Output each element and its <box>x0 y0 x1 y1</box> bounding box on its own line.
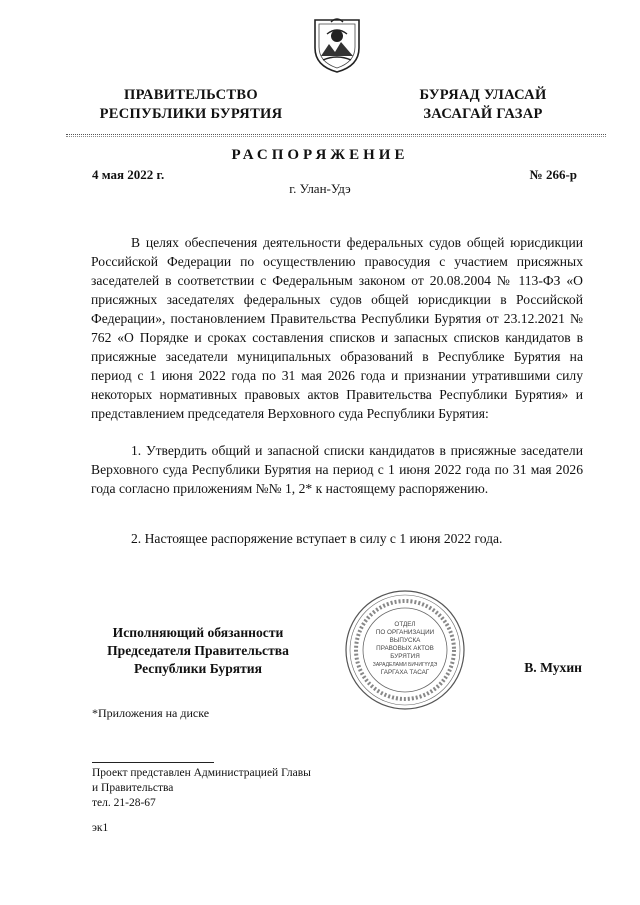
government-name-buryat <box>404 86 562 124</box>
stamp-line-2: ПО ОРГАНИЗАЦИИ <box>375 629 435 636</box>
attachments-footnote: *Приложения на диске <box>92 706 210 720</box>
footer-line2: и Правительства <box>92 782 174 794</box>
item-2-paragraph: 2. Настоящее распоряжение вступает в силу с 1 июня 2022 года. <box>131 531 503 546</box>
signatory-name: В. Мухин <box>524 660 582 675</box>
item-1-paragraph: 1. Утвердить общий и запасной списки кандидатов в присяжные заседатели Верховного суда Республики Бурятия на период с 1 июня 2022 года по 31 мая 2026 года согласно приложениям №№ 1, 2* к настоящему распоряжению. <box>91 443 583 496</box>
official-seal-stamp <box>343 588 467 712</box>
footer-info <box>92 766 311 811</box>
republic-coat-of-arms-icon <box>309 14 365 74</box>
footer-phone: тел. 21-28-67 <box>92 797 156 809</box>
stamp-line-7: ГАРГАХА ТАСАГ <box>380 669 430 676</box>
stamp-line-1: ОТДЕЛ <box>394 621 416 628</box>
header-right-line2: ЗАСАГАЙ ГАЗАР <box>423 106 543 122</box>
signatory-title <box>86 624 310 678</box>
document-city: г. Улан-Удэ <box>289 181 351 196</box>
header-left-line1: ПРАВИТЕЛЬСТВО <box>124 87 258 103</box>
header-right-line1: БУРЯАД УЛАСАЙ <box>419 87 547 103</box>
stamp-line-4: ПРАВОВЫХ АКТОВ <box>376 645 434 652</box>
signatory-title-line3: Республики Бурятия <box>133 661 262 676</box>
header-divider <box>66 134 606 135</box>
document-number: № 266-р <box>529 167 577 182</box>
document-code: эк1 <box>92 822 109 834</box>
footer-divider <box>92 762 214 763</box>
government-name-russian <box>86 86 296 124</box>
signatory-title-line2: Председателя Правительства <box>107 643 289 658</box>
footer-line1: Проект представлен Администрацией Главы <box>92 767 311 779</box>
header-divider-secondary <box>66 136 606 137</box>
signatory-title-line1: Исполняющий обязанности <box>112 625 284 640</box>
stamp-line-3: ВЫПУСКА <box>389 637 421 644</box>
document-date: 4 мая 2022 г. <box>92 167 165 182</box>
preamble-paragraph: В целях обеспечения деятельности федеральных судов общей юрисдикции Российской Федерации по осуществлению правосудия с участием присяжных заседателей в соответствии с Федеральным законом от 20.08.2004 № 113-ФЗ «О присяжных заседателях федеральных судов общей юрисдикции в Российской Федерации», постановлением Правительства Республики Бурятия от 23.12.2021 № 762 «О Порядке и сроках составления списков и запасных списков кандидатов в присяжные заседатели муниципальных образований в Республике Бурятия на период с 1 июня 2022 года по 31 мая 2026 года и признании утратившими силу некоторых нормативных правовых актов Правительства Республики Бурятия» и представлением председателя Верховного суда Республики Бурятия: <box>91 235 583 421</box>
header-left-line2: РЕСПУБЛИКИ БУРЯТИЯ <box>99 106 283 122</box>
stamp-line-5: БУРЯТИЯ <box>390 653 420 660</box>
document-type: РАСПОРЯЖЕНИЕ <box>231 147 409 163</box>
stamp-line-6: ЗАРАДЕЛАМИ БИЧИГҮҮДЭ <box>372 662 438 668</box>
